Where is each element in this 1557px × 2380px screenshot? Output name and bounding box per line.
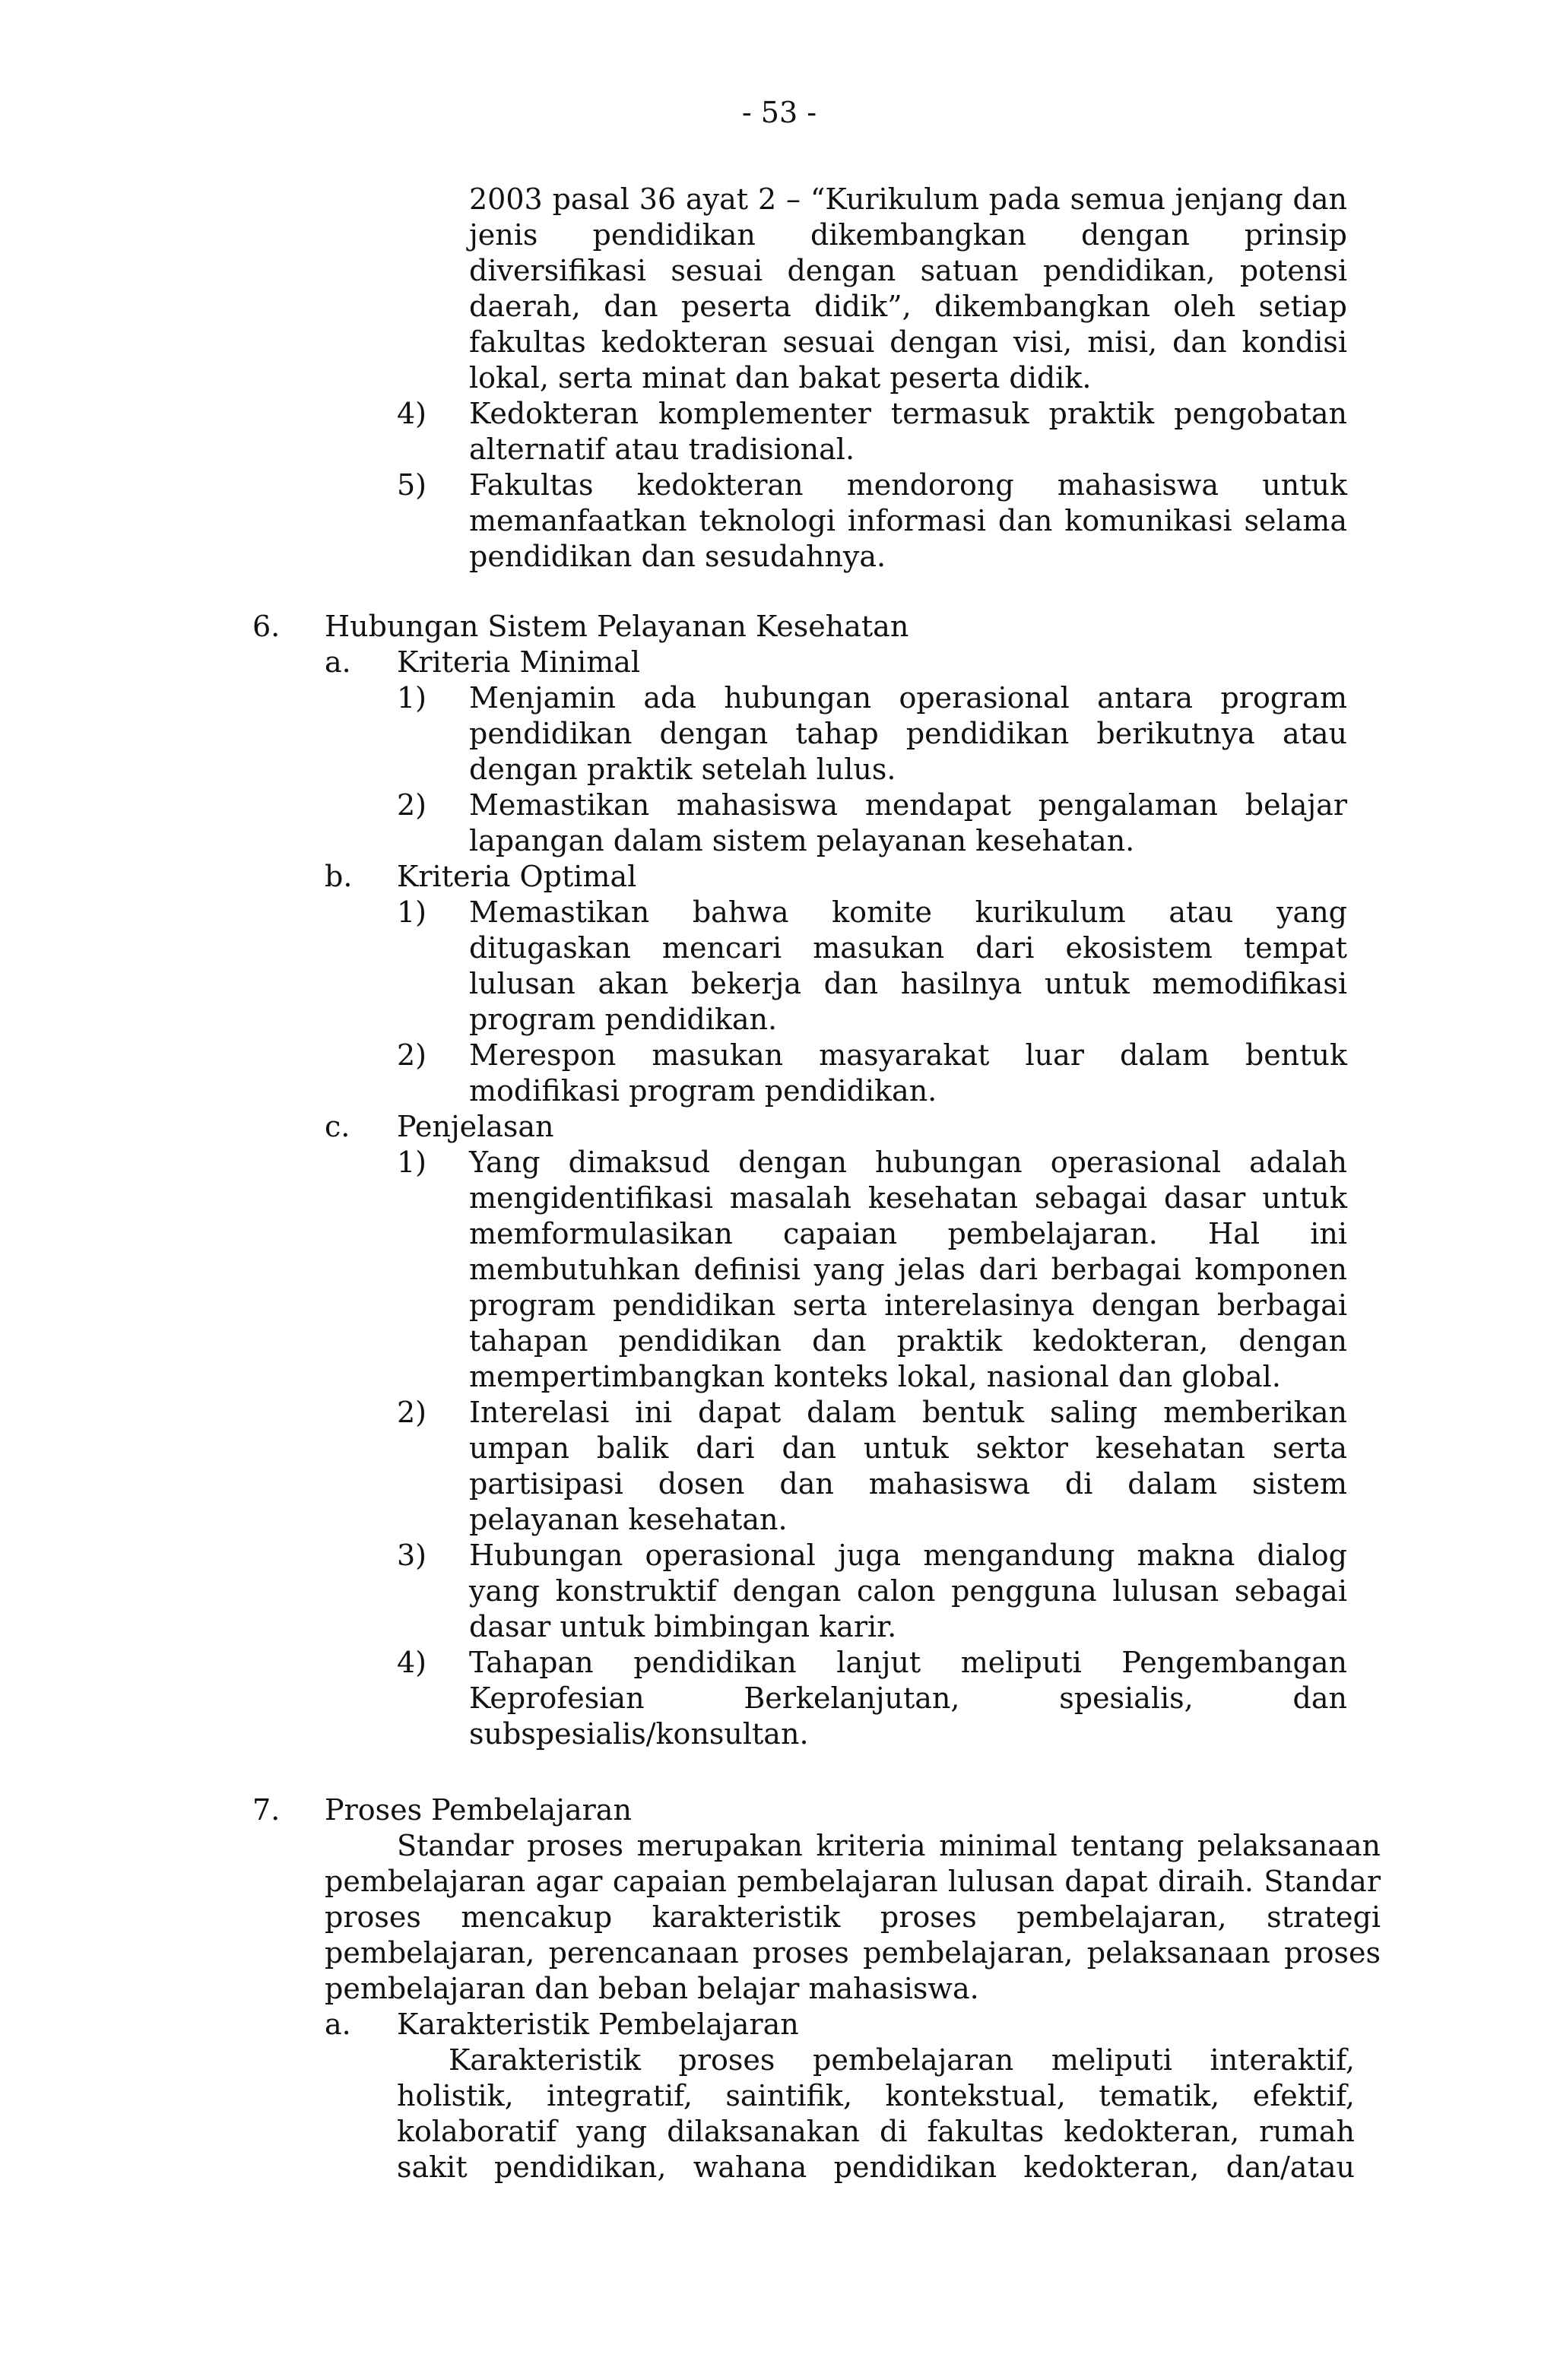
- subsection-marker: a.: [325, 645, 351, 679]
- item-marker: 3): [397, 1539, 427, 1572]
- text-line: Yang dimaksud dengan hubungan operasional adalah: [469, 1146, 1347, 1179]
- text-line: dasar untuk bimbingan karir.: [469, 1610, 897, 1643]
- text-line: memformulasikan capaian pembelajaran. Hal ini: [469, 1217, 1347, 1250]
- text-line: program pendidikan.: [469, 1003, 778, 1036]
- text-line: lapangan dalam sistem pelayanan kesehatan.: [469, 824, 1135, 857]
- item-marker: 1): [397, 1146, 427, 1179]
- item-marker: 4): [397, 1646, 427, 1679]
- text-line: Keprofesian Berkelanjutan, spesialis, dan: [469, 1681, 1347, 1715]
- text-line: Tahapan pendidikan lanjut meliputi Pengembangan: [469, 1646, 1347, 1679]
- text-line: sakit pendidikan, wahana pendidikan kedokteran, dan/atau: [397, 2150, 1355, 2184]
- text-line: proses mencakup karakteristik proses pembelajaran, strategi: [325, 1900, 1381, 1934]
- text-line: 2003 pasal 36 ayat 2 – “Kurikulum pada semua jenjang dan: [469, 182, 1347, 216]
- text-line: Menjamin ada hubungan operasional antara program: [469, 681, 1347, 715]
- text-line: pendidikan dengan tahap pendidikan berikutnya atau: [469, 717, 1347, 750]
- item-marker: 2): [397, 788, 427, 822]
- subsection-title: Kriteria Optimal: [397, 860, 637, 893]
- text-line: diversifikasi sesuai dengan satuan pendidikan, potensi: [469, 254, 1347, 287]
- text-line: Hubungan operasional juga mengandung makna dialog: [469, 1539, 1347, 1572]
- subsection-title: Karakteristik Pembelajaran: [397, 2008, 799, 2041]
- text-line: Standar proses merupakan kriteria minimal tentang pelaksanaan: [397, 1829, 1381, 1862]
- subsection-marker: a.: [325, 2008, 351, 2041]
- item-marker: 5): [397, 468, 427, 502]
- text-line: modifikasi program pendidikan.: [469, 1074, 937, 1108]
- text-line: subspesialis/konsultan.: [469, 1717, 809, 1751]
- text-line: pendidikan dan sesudahnya.: [469, 540, 886, 573]
- text-line: pelayanan kesehatan.: [469, 1503, 788, 1536]
- section-number: 6.: [252, 610, 281, 643]
- text-line: daerah, dan peserta didik”, dikembangkan oleh setiap: [469, 290, 1347, 323]
- subsection-title: Penjelasan: [397, 1110, 554, 1143]
- text-line: Memastikan mahasiswa mendapat pengalaman belajar: [469, 788, 1347, 822]
- text-line: Kedokteran komplementer termasuk praktik pengobatan: [469, 397, 1347, 430]
- section-number: 7.: [252, 1793, 281, 1827]
- item-marker: 1): [397, 895, 427, 929]
- text-line: fakultas kedokteran sesuai dengan visi, misi, dan kondisi: [469, 325, 1347, 359]
- subsection-title: Kriteria Minimal: [397, 645, 641, 679]
- text-line: ditugaskan mencari masukan dari ekosistem tempat: [469, 931, 1347, 965]
- text-line: alternatif atau tradisional.: [469, 433, 855, 466]
- text-line: dengan praktik setelah lulus.: [469, 753, 896, 786]
- text-line: Karakteristik proses pembelajaran meliputi interaktif,: [449, 2043, 1355, 2077]
- text-line: lulusan akan bekerja dan hasilnya untuk memodifikasi: [469, 967, 1347, 1000]
- text-line: Merespon masukan masyarakat luar dalam bentuk: [469, 1038, 1347, 1072]
- text-line: pembelajaran dan beban belajar mahasiswa.: [325, 1972, 979, 2005]
- text-line: yang konstruktif dengan calon pengguna lulusan sebagai: [469, 1574, 1347, 1608]
- text-line: membutuhkan definisi yang jelas dari berbagai komponen: [469, 1253, 1347, 1286]
- text-line: Fakultas kedokteran mendorong mahasiswa untuk: [469, 468, 1347, 502]
- section-title: Hubungan Sistem Pelayanan Kesehatan: [325, 610, 909, 643]
- text-line: Interelasi ini dapat dalam bentuk saling memberikan: [469, 1396, 1347, 1429]
- item-marker: 2): [397, 1038, 427, 1072]
- section-title: Proses Pembelajaran: [325, 1793, 632, 1827]
- text-line: Memastikan bahwa komite kurikulum atau yang: [469, 895, 1347, 929]
- text-line: mengidentifikasi masalah kesehatan sebagai dasar untuk: [469, 1181, 1347, 1215]
- text-line: program pendidikan serta interelasinya dengan berbagai: [469, 1288, 1347, 1322]
- text-line: tahapan pendidikan dan praktik kedokteran, dengan: [469, 1324, 1347, 1358]
- item-marker: 4): [397, 397, 427, 430]
- text-line: umpan balik dari dan untuk sektor kesehatan serta: [469, 1431, 1347, 1465]
- text-line: jenis pendidikan dikembangkan dengan prinsip: [469, 218, 1347, 252]
- subsection-marker: c.: [325, 1110, 350, 1143]
- text-line: kolaboratif yang dilaksanakan di fakultas kedokteran, rumah: [397, 2115, 1355, 2148]
- text-line: pembelajaran, perencanaan proses pembelajaran, pelaksanaan proses: [325, 1936, 1381, 1970]
- text-line: mempertimbangkan konteks lokal, nasional dan global.: [469, 1360, 1281, 1393]
- text-line: holistik, integratif, saintifik, kontekstual, tematik, efektif,: [397, 2079, 1355, 2112]
- subsection-marker: b.: [325, 860, 353, 893]
- item-marker: 1): [397, 681, 427, 715]
- text-line: pembelajaran agar capaian pembelajaran lulusan dapat diraih. Standar: [325, 1865, 1381, 1898]
- text-line: memanfaatkan teknologi informasi dan komunikasi selama: [469, 504, 1347, 537]
- text-line: lokal, serta minat dan bakat peserta didik.: [469, 361, 1092, 395]
- item-marker: 2): [397, 1396, 427, 1429]
- page-number: - 53 -: [741, 96, 817, 129]
- text-line: partisipasi dosen dan mahasiswa di dalam sistem: [469, 1467, 1347, 1501]
